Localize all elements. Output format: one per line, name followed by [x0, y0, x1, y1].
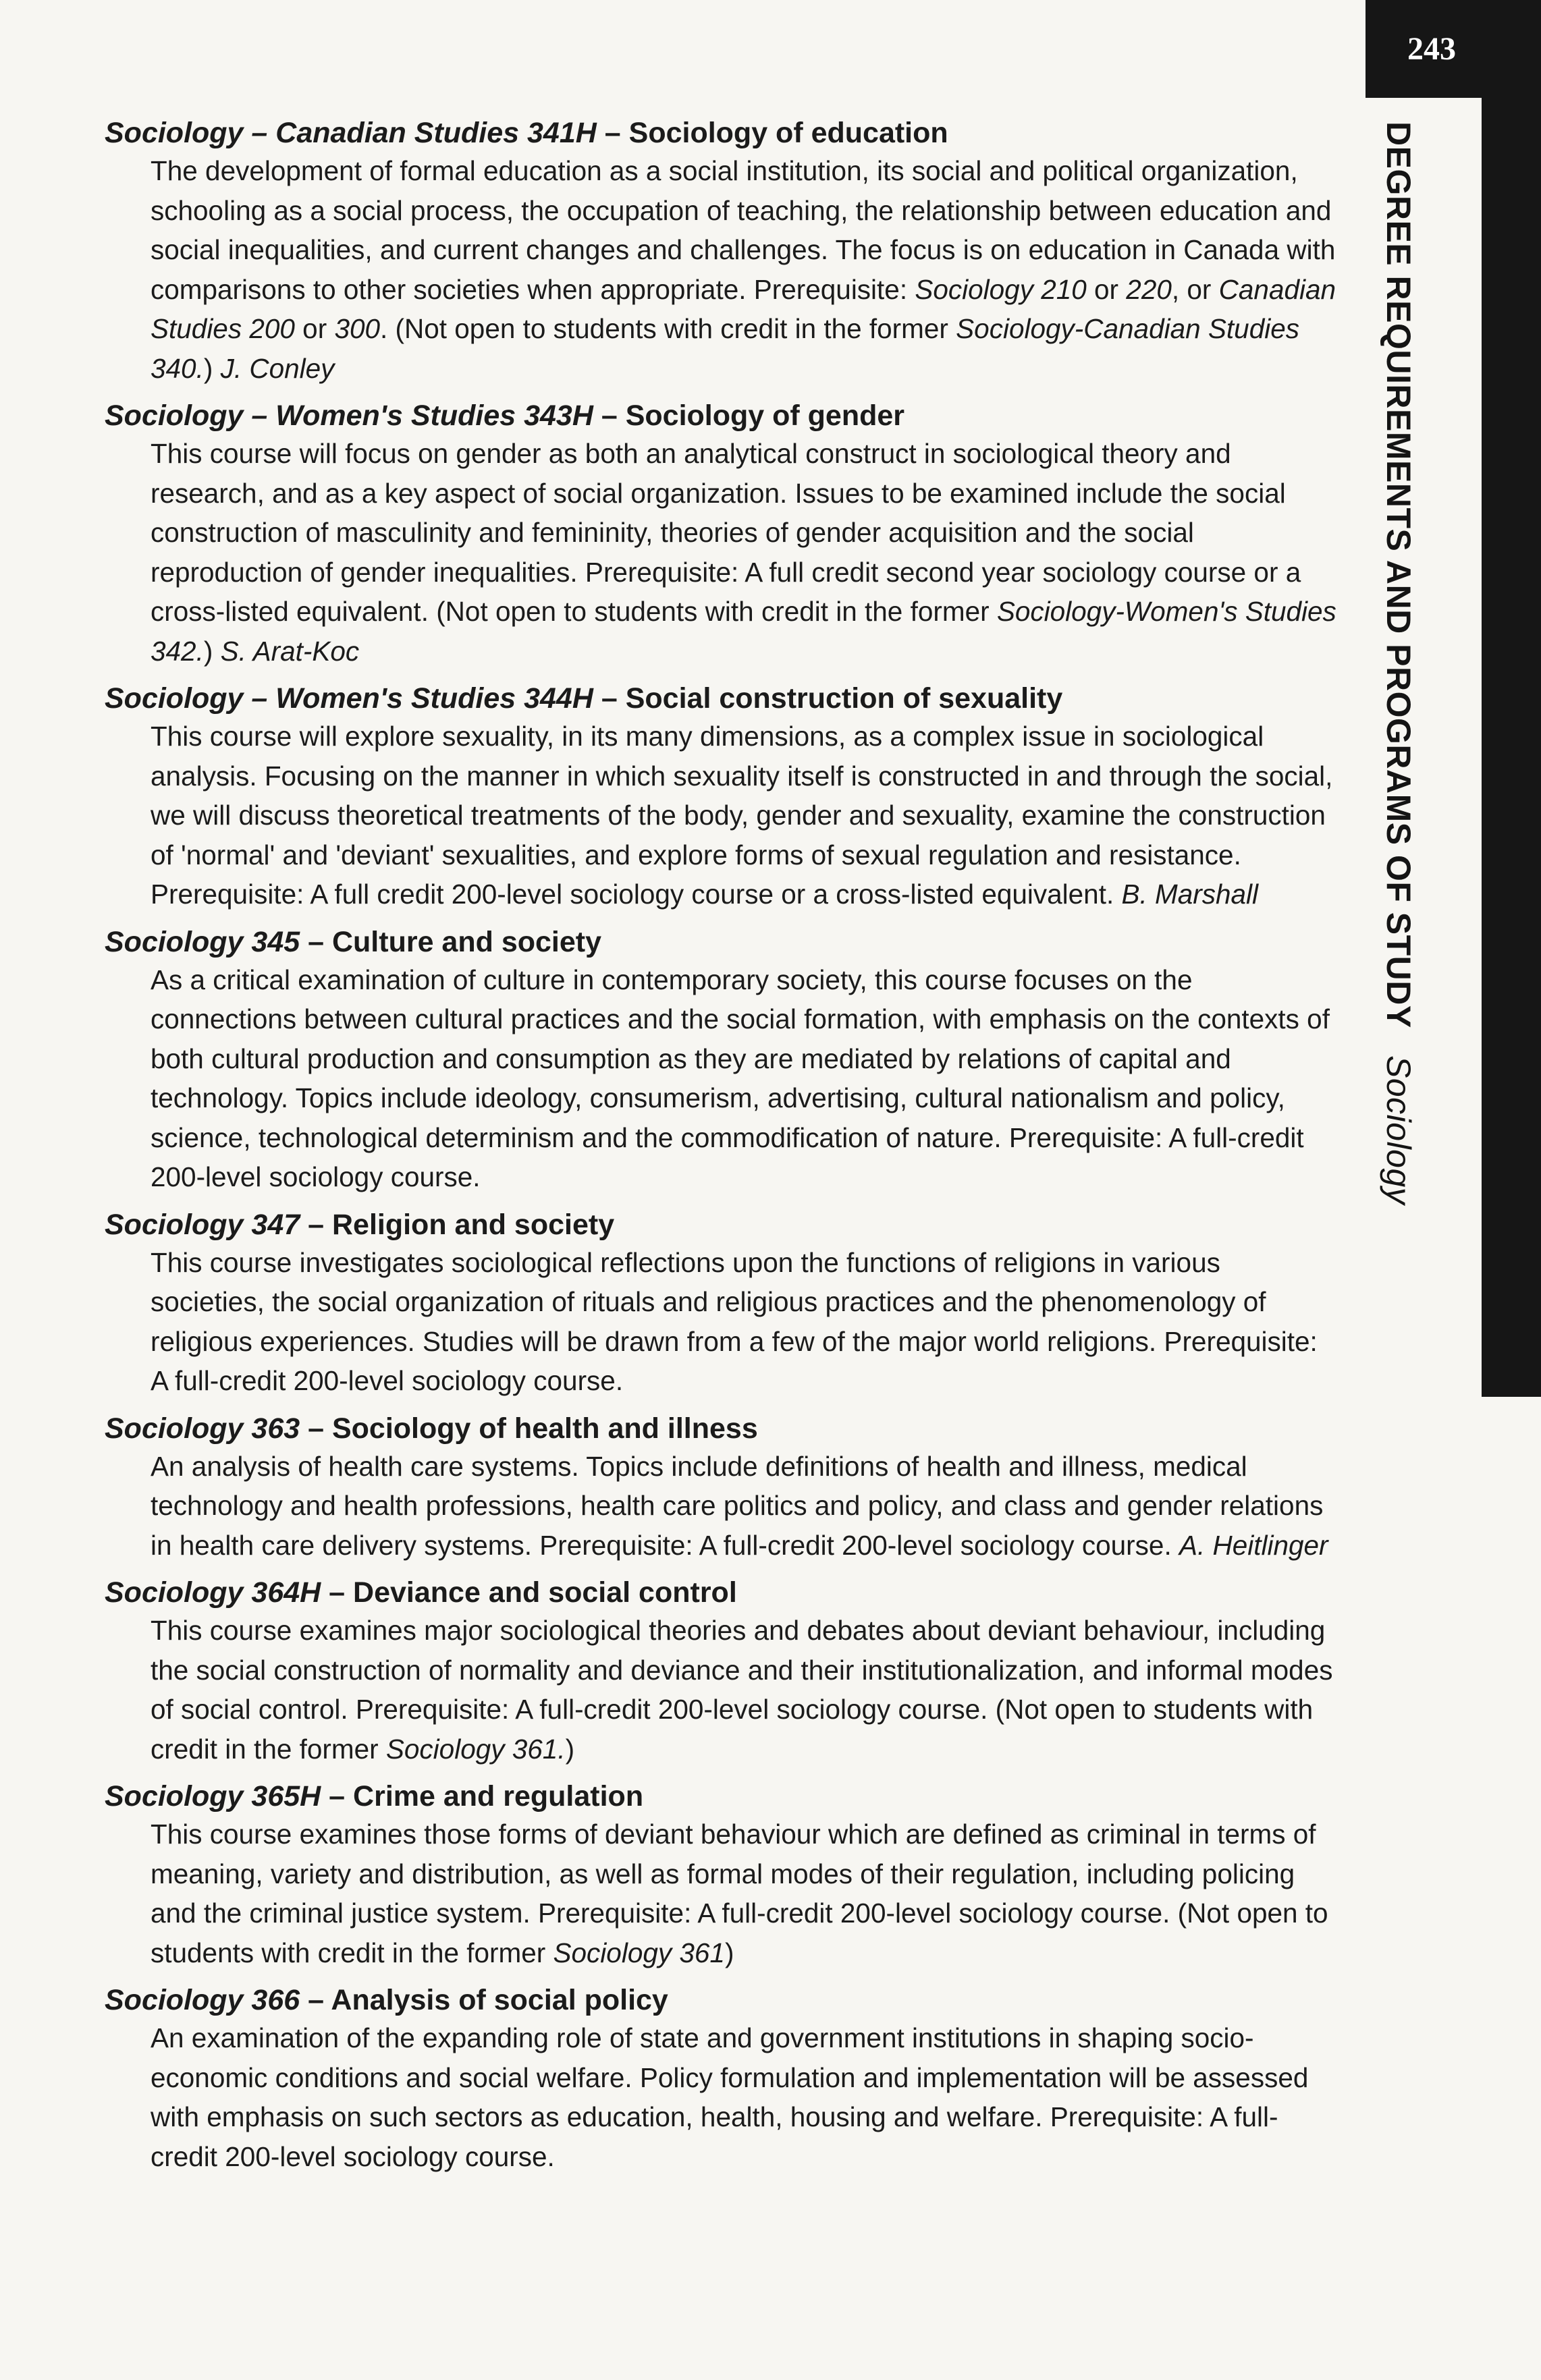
- description-text: or: [294, 313, 335, 344]
- course-title-separator: –: [300, 1984, 331, 2016]
- page-number: 243: [1366, 0, 1541, 98]
- side-tab-bar: [1482, 98, 1541, 1397]
- description-italic: Canadian Studies 200: [151, 273, 1336, 344]
- description-italic: 220: [1126, 273, 1172, 305]
- course-title: [105, 397, 1340, 434]
- description-text: The development of formal education as a social institution, its social and political organization, schooling as a social process, the occupation of teaching, the relationship between education and social inequalities, and current changes and challenges. The focus is on education in Canada with comparisons to other societies when appropriate. Prerequisite:: [151, 155, 1336, 305]
- course-list: [105, 115, 1340, 2186]
- course-name: Culture and society: [331, 925, 602, 958]
- description-text: An examination of the expanding role of state and government institutions in shaping socio-economic conditions and social welfare. Policy formulation and implementation will be assessed with emphasis on such sectors as education, health, housing and welfare. Prerequisite: A full-credit 200-level sociology course.: [151, 2022, 1309, 2172]
- course-description: [151, 717, 1340, 914]
- description-italic: J. Conley: [220, 352, 335, 384]
- section-subtitle: Sociology: [1380, 1055, 1417, 1205]
- description-text: As a critical examination of culture in contemporary society, this course focuses on the connections between cultural practices and the social formation, with emphasis on the contexts of both cultural production and consumption as they are mediated by relations of capital and technology. Topics include ideology, consumerism, advertising, cultural nationalism and policy, science, technological determinism and the commodification of nature. Prerequisite: A full-credit 200-level sociology course.: [151, 964, 1330, 1192]
- course-title-separator: –: [321, 1576, 354, 1609]
- course-code: Sociology – Women's Studies 343H: [105, 399, 593, 432]
- course-title: [105, 1207, 1340, 1243]
- course-title: [105, 680, 1340, 717]
- course-title-separator: –: [593, 682, 626, 715]
- course-code: Sociology – Canadian Studies 341H: [105, 117, 597, 149]
- course-description: [151, 960, 1340, 1197]
- description-italic: Sociology-Women's Studies 342.: [151, 596, 1336, 667]
- description-text: An analysis of health care systems. Topics include definitions of health and illness, medical technology and health professions, health care politics and policy, and class and gender relations in health care delivery systems. Prerequisite: A full-credit 200-level sociology course.: [151, 1450, 1324, 1561]
- course-code: Sociology 365H: [105, 1780, 321, 1812]
- description-italic: A. Heitlinger: [1179, 1529, 1328, 1561]
- description-italic: Sociology-Canadian Studies 340.: [151, 313, 1299, 384]
- course-name: Sociology of education: [628, 117, 948, 149]
- course-entry: [105, 1982, 1340, 2176]
- course-title-separator: –: [593, 399, 626, 432]
- course-title-separator: –: [300, 1412, 332, 1445]
- description-text: . (Not open to students with credit in the former: [380, 313, 956, 344]
- description-text: ): [203, 352, 221, 384]
- course-entry: [105, 397, 1340, 671]
- course-entry: [105, 924, 1340, 1197]
- course-name: Deviance and social control: [353, 1576, 737, 1609]
- course-description: [151, 1243, 1340, 1401]
- course-description: [151, 1815, 1340, 1972]
- course-title: [105, 1778, 1340, 1815]
- course-code: Sociology 364H: [105, 1576, 321, 1609]
- description-italic: Sociology 210: [915, 273, 1087, 305]
- course-description: [151, 2018, 1340, 2176]
- description-text: This course investigates sociological reflections upon the functions of religions in various societies, the social organization of rituals and religious practices and the phenomenology of religious experiences. Studies will be drawn from a few of the major world religions. Prerequisite: A full-credit 200-level sociology course.: [151, 1246, 1318, 1396]
- course-title-separator: –: [596, 117, 629, 149]
- description-text: This course will focus on gender as both an analytical construct in sociological theory and research, and as a key aspect of social organization. Issues to be examined include the social construction of masculinity and femininity, theories of gender acquisition and the social reproduction of gender inequalities. Prerequisite: A full credit second year sociology course or a cross-listed equivalent. (Not open to students with credit in the former: [151, 438, 1301, 627]
- course-title: [105, 115, 1340, 151]
- course-title: [105, 1410, 1340, 1447]
- course-description: [151, 1447, 1340, 1566]
- description-italic: 300: [334, 313, 381, 344]
- description-text: This course examines major sociological theories and debates about deviant behaviour, including the social construction of normality and deviance and their institutionalization, and informal modes of social control. Prerequisite: A full-credit 200-level sociology course. (Not open to students with credit in the former: [151, 1615, 1333, 1765]
- course-description: [151, 151, 1340, 388]
- course-code: Sociology – Women's Studies 344H: [105, 682, 593, 715]
- course-entry: [105, 1207, 1340, 1401]
- course-code: Sociology 345: [105, 925, 300, 958]
- course-name: Sociology of gender: [625, 399, 905, 432]
- course-title: [105, 1982, 1340, 2018]
- course-entry: [105, 1410, 1340, 1566]
- section-side-title: [1379, 121, 1418, 1205]
- section-title: DEGREE REQUIREMENTS AND PROGRAMS OF STUDY: [1380, 121, 1417, 1028]
- description-text: , or: [1171, 273, 1219, 305]
- course-name: Crime and regulation: [353, 1780, 644, 1812]
- course-description: [151, 434, 1340, 671]
- description-italic: S. Arat-Koc: [220, 635, 360, 667]
- course-code: Sociology 363: [105, 1412, 300, 1445]
- course-entry: [105, 115, 1340, 388]
- course-description: [151, 1611, 1340, 1769]
- course-entry: [105, 1574, 1340, 1769]
- description-text: This course examines those forms of deviant behaviour which are defined as criminal in terms of meaning, variety and distribution, as well as formal modes of their regulation, including policing and the criminal justice system. Prerequisite: A full-credit 200-level sociology course. (Not open to students with credit in the former: [151, 1819, 1328, 1968]
- course-title-separator: –: [300, 1208, 332, 1241]
- course-entry: [105, 680, 1340, 914]
- course-name: Sociology of health and illness: [331, 1412, 758, 1445]
- description-italic: B. Marshall: [1121, 879, 1259, 910]
- course-title-separator: –: [300, 925, 332, 958]
- description-italic: Sociology 361: [553, 1937, 725, 1968]
- description-italic: Sociology 361.: [385, 1733, 566, 1765]
- course-title: [105, 924, 1340, 960]
- course-code: Sociology 366: [105, 1984, 300, 2016]
- description-text: ): [203, 635, 221, 667]
- course-entry: [105, 1778, 1340, 1972]
- description-text: ): [565, 1733, 575, 1765]
- course-name: Analysis of social policy: [331, 1984, 668, 2016]
- course-title: [105, 1574, 1340, 1611]
- description-text: ): [724, 1937, 734, 1968]
- course-code: Sociology 347: [105, 1208, 300, 1241]
- description-text: or: [1086, 273, 1127, 305]
- course-title-separator: –: [321, 1780, 354, 1812]
- course-name: Social construction of sexuality: [625, 682, 1063, 715]
- course-name: Religion and society: [331, 1208, 615, 1241]
- description-text: This course will explore sexuality, in its many dimensions, as a complex issue in sociological analysis. Focusing on the manner in which sexuality itself is constructed in and through the social, we will discuss theoretical treatments of the body, gender and sexuality, examine the construction of 'normal' and 'deviant' sexualities, and explore forms of sexual regulation and resistance. Prerequisite: A full credit 200-level sociology course or a cross-listed equivalent.: [151, 721, 1333, 910]
